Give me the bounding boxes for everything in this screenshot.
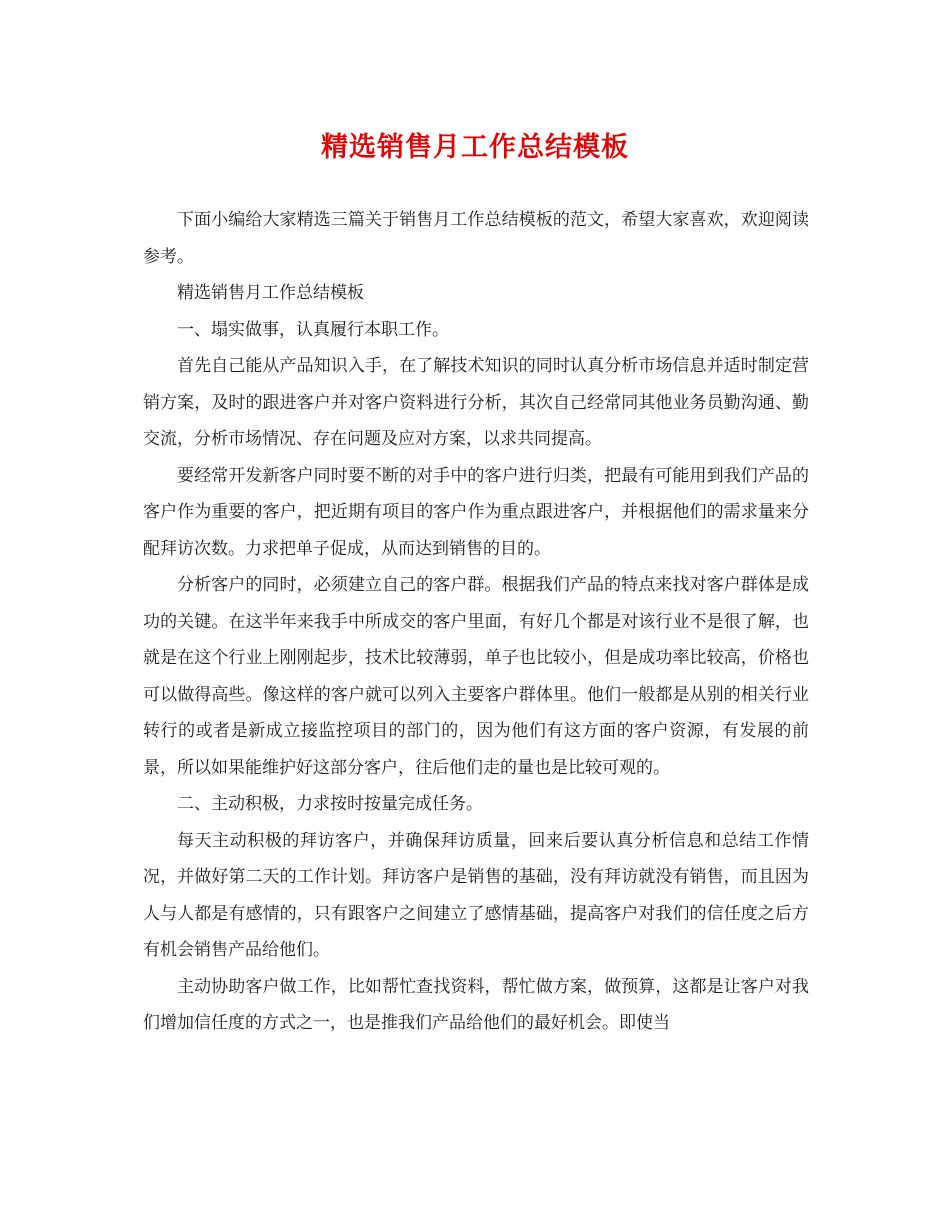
intro-paragraph: 下面小编给大家精选三篇关于销售月工作总结模板的范文，希望大家喜欢，欢迎阅读参考。 <box>143 210 809 267</box>
heading-one: 一、塌实做事，认真履行本职工作。 <box>177 319 449 340</box>
body-paragraph: 分析客户的同时，必须建立自己的客户群。根据我们产品的特点来找对客户群体是成功的关键。在这半年来我手中所成交的客户里面，有好几个都是对该行业不是很了解，也就是在这个行业上刚刚起步，技术比较薄弱，单子也比较小，但是成功率比较高，价格也可以做得高些。像这样的客户就可以列入主要客户群体里。他们一般都是从别的相关行业转行的或者是新成立接监控项目的部门的，因为他们有这方面的客户资源，有发展的前景，所以如果能维护好这部分客户，往后他们走的量也是比较可观的。 <box>143 575 809 778</box>
body-paragraph: 主动协助客户做工作，比如帮忙查找资料，帮忙做方案，做预算，这都是让客户对我们增加信任度的方式之一，也是推我们产品给他们的最好机会。即使当 <box>143 976 809 1033</box>
document-title: 精选销售月工作总结模板 <box>321 132 629 163</box>
document-body <box>143 202 809 1042</box>
section-title: 精选销售月工作总结模板 <box>177 283 364 303</box>
body-paragraph: 要经常开发新客户同时要不断的对手中的客户进行归类，把最有可能用到我们产品的客户作为重要的客户，把近期有项目的客户作为重点跟进客户，并根据他们的需求量来分配拜访次数。力求把单子促成，从而达到销售的目的。 <box>143 465 809 559</box>
heading-two: 二、主动积极，力求按时按量完成任务。 <box>177 794 483 814</box>
body-paragraph: 每天主动积极的拜访客户，并确保拜访质量，回来后要认真分析信息和总结工作情况，并做好第二天的工作计划。拜访客户是销售的基础，没有拜访就没有销售，而且因为人与人都是有感情的，只有跟客户之间建立了感情基础，提高客户对我们的信任度之后方有机会销售产品给他们。 <box>143 830 809 960</box>
body-paragraph: 首先自己能从产品知识入手，在了解技术知识的同时认真分析市场信息并适时制定营销方案，及时的跟进客户并对客户资料进行分析，其次自己经常同其他业务员勤沟通、勤交流，分析市场情况、存在问题及应对方案，以求共同提高。 <box>143 356 809 449</box>
